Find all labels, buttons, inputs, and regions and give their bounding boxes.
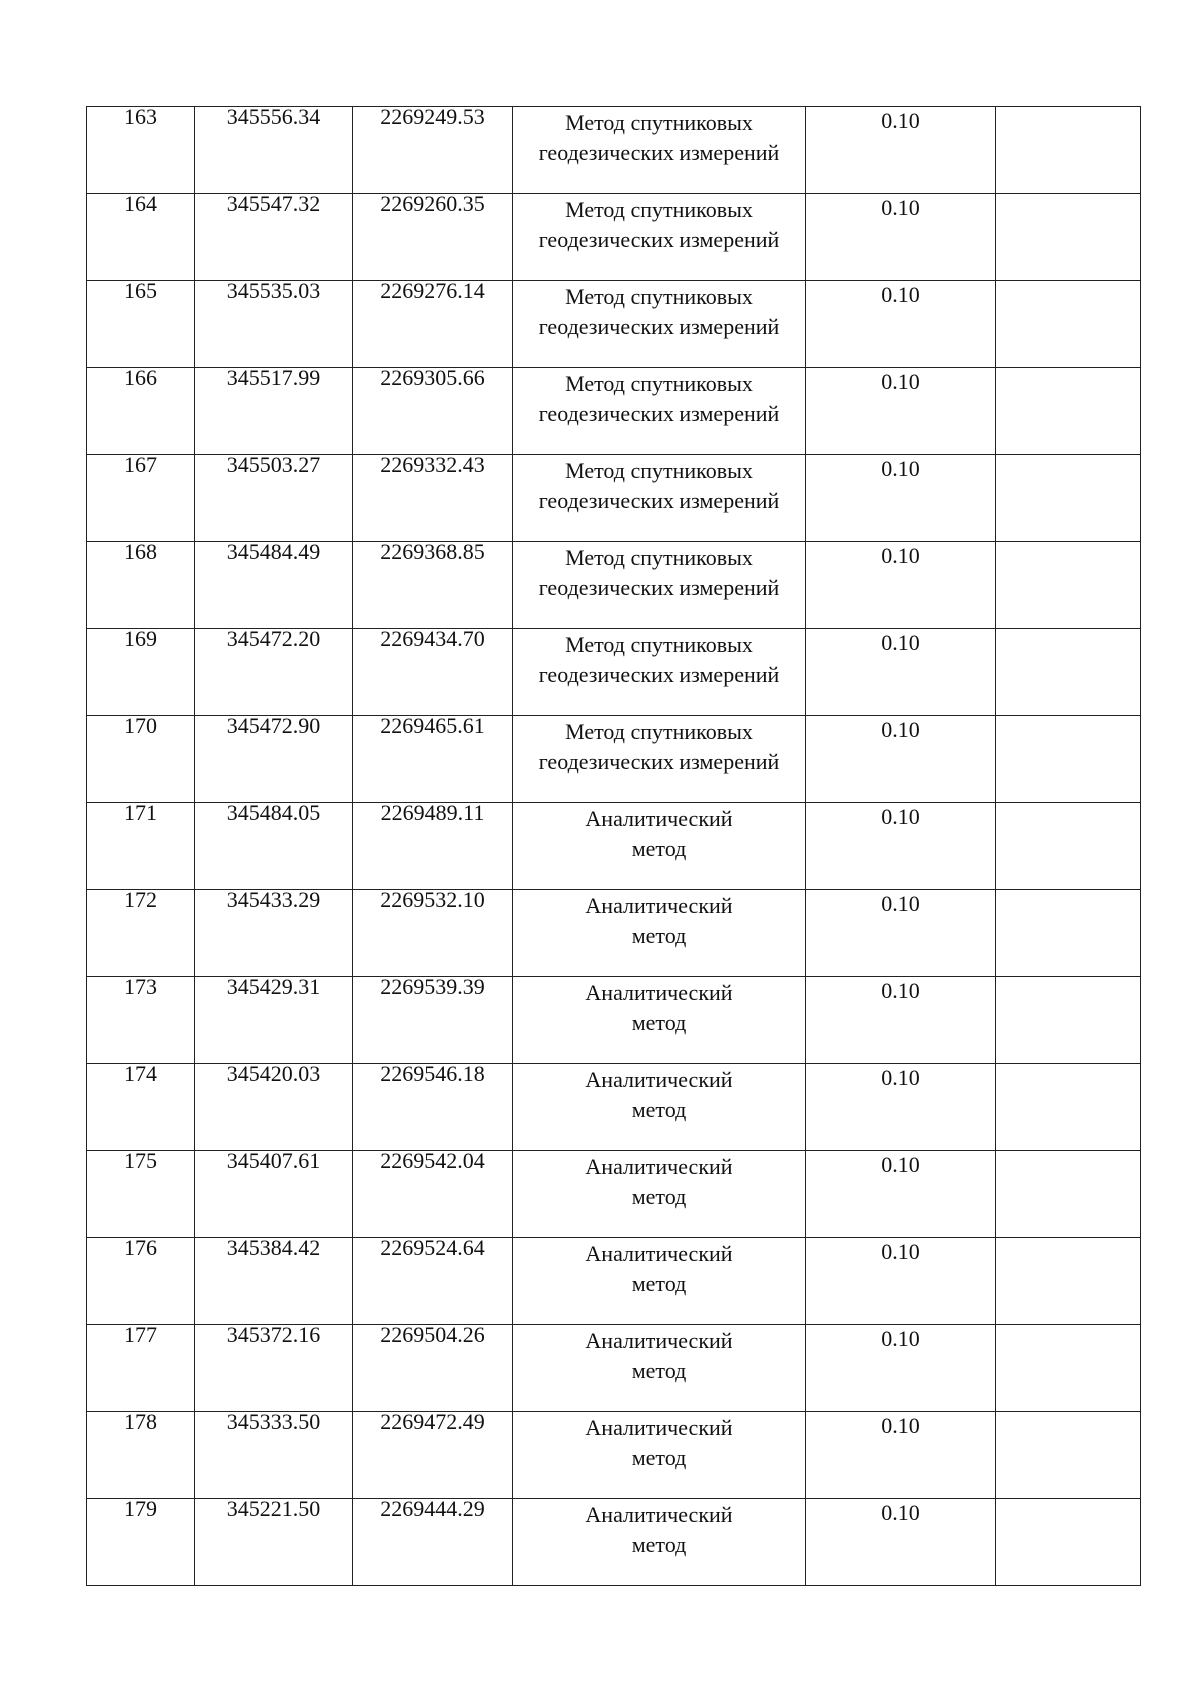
accuracy-cell <box>806 1238 996 1325</box>
accuracy-value: 0.10 <box>881 1239 920 1264</box>
method-cell <box>513 194 806 281</box>
point-number-cell <box>87 278 195 368</box>
point-number-cell <box>87 1148 195 1238</box>
method-cell <box>513 977 806 1064</box>
x-coordinate-cell <box>195 1235 353 1325</box>
method-line-2: метод <box>631 1010 687 1035</box>
y-coordinate-cell <box>353 278 513 368</box>
x-coordinate: 345484.49 <box>226 539 321 564</box>
table-row <box>87 977 1141 1064</box>
point-number-cell <box>87 800 195 890</box>
empty-cell <box>996 1325 1141 1412</box>
method-cell <box>513 629 806 716</box>
x-coordinate-cell <box>195 713 353 803</box>
method-cell <box>513 1499 806 1586</box>
method-cell <box>513 803 806 890</box>
method-line-1: Метод спутниковых <box>565 197 753 222</box>
point-number: 167 <box>124 452 157 477</box>
method-line-2: геодезических измерений <box>538 227 780 252</box>
x-coordinate-cell <box>195 539 353 629</box>
y-coordinate: 2269504.26 <box>380 1322 485 1347</box>
method-line-2: метод <box>631 1532 687 1557</box>
x-coordinate-cell <box>195 626 353 716</box>
method-line-1: Аналитический <box>585 1328 733 1353</box>
y-coordinate-cell <box>353 539 513 629</box>
method-line-1: Метод спутниковых <box>565 371 753 396</box>
x-coordinate: 345429.31 <box>226 974 321 999</box>
empty-cell <box>996 368 1141 455</box>
x-coordinate-cell <box>195 1148 353 1238</box>
table-row <box>87 890 1141 977</box>
x-coordinate: 345420.03 <box>226 1061 321 1086</box>
y-coordinate: 2269524.64 <box>380 1235 485 1260</box>
point-number: 175 <box>124 1148 157 1173</box>
x-coordinate: 345517.99 <box>226 365 321 390</box>
table-row <box>87 1499 1141 1586</box>
method-cell <box>513 1151 806 1238</box>
accuracy-cell <box>806 281 996 368</box>
y-coordinate: 2269542.04 <box>380 1148 485 1173</box>
accuracy-cell <box>806 194 996 281</box>
method-line-1: Аналитический <box>585 1241 733 1266</box>
y-coordinate: 2269276.14 <box>380 278 485 303</box>
x-coordinate-cell <box>195 887 353 977</box>
accuracy-value: 0.10 <box>881 1152 920 1177</box>
x-coordinate: 345407.61 <box>226 1148 321 1173</box>
empty-cell <box>996 455 1141 542</box>
empty-cell <box>996 977 1141 1064</box>
y-coordinate: 2269472.49 <box>380 1409 485 1434</box>
method-line-2: метод <box>631 923 687 948</box>
y-coordinate: 2269305.66 <box>380 365 485 390</box>
method-line-1: Метод спутниковых <box>565 632 753 657</box>
point-number: 176 <box>124 1235 157 1260</box>
accuracy-cell <box>806 977 996 1064</box>
empty-cell <box>996 1238 1141 1325</box>
method-line-2: геодезических измерений <box>538 314 780 339</box>
accuracy-value: 0.10 <box>881 804 920 829</box>
point-number: 171 <box>124 800 157 825</box>
accuracy-cell <box>806 1499 996 1586</box>
accuracy-cell <box>806 1412 996 1499</box>
empty-cell <box>996 542 1141 629</box>
point-number: 178 <box>124 1409 157 1434</box>
y-coordinate: 2269444.29 <box>380 1496 485 1521</box>
table-row <box>87 716 1141 803</box>
x-coordinate-cell <box>195 278 353 368</box>
x-coordinate: 345556.34 <box>226 104 321 129</box>
x-coordinate: 345484.05 <box>226 800 321 825</box>
x-coordinate: 345384.42 <box>226 1235 321 1260</box>
table-row <box>87 1064 1141 1151</box>
point-number: 177 <box>124 1322 157 1347</box>
table-row <box>87 1412 1141 1499</box>
accuracy-value: 0.10 <box>881 108 920 133</box>
x-coordinate: 345503.27 <box>226 452 321 477</box>
accuracy-cell <box>806 803 996 890</box>
table-body <box>87 104 1141 1586</box>
accuracy-cell <box>806 107 996 194</box>
method-line-2: метод <box>631 1271 687 1296</box>
point-number-cell <box>87 191 195 281</box>
coordinates-table <box>86 106 1141 1586</box>
y-coordinate-cell <box>353 1409 513 1499</box>
empty-cell <box>996 716 1141 803</box>
point-number-cell <box>87 713 195 803</box>
table-row <box>87 368 1141 455</box>
x-coordinate: 345535.03 <box>226 278 321 303</box>
point-number: 174 <box>124 1061 157 1086</box>
point-number: 168 <box>124 539 157 564</box>
accuracy-value: 0.10 <box>881 1413 920 1438</box>
y-coordinate-cell <box>353 1496 513 1586</box>
table-row <box>87 1325 1141 1412</box>
method-cell <box>513 1412 806 1499</box>
y-coordinate-cell <box>353 800 513 890</box>
point-number-cell <box>87 1496 195 1586</box>
accuracy-value: 0.10 <box>881 456 920 481</box>
empty-cell <box>996 281 1141 368</box>
point-number-cell <box>87 452 195 542</box>
point-number-cell <box>87 1322 195 1412</box>
method-line-2: геодезических измерений <box>538 488 780 513</box>
accuracy-cell <box>806 890 996 977</box>
method-line-2: метод <box>631 1445 687 1470</box>
method-line-2: геодезических измерений <box>538 140 780 165</box>
x-coordinate-cell <box>195 452 353 542</box>
x-coordinate-cell <box>195 365 353 455</box>
accuracy-value: 0.10 <box>881 717 920 742</box>
y-coordinate-cell <box>353 1148 513 1238</box>
empty-cell <box>996 1412 1141 1499</box>
method-line-2: геодезических измерений <box>538 749 780 774</box>
y-coordinate-cell <box>353 1322 513 1412</box>
y-coordinate-cell <box>353 191 513 281</box>
accuracy-cell <box>806 542 996 629</box>
empty-cell <box>996 107 1141 194</box>
accuracy-value: 0.10 <box>881 630 920 655</box>
y-coordinate: 2269368.85 <box>380 539 485 564</box>
method-cell <box>513 716 806 803</box>
empty-cell <box>996 1151 1141 1238</box>
x-coordinate: 345547.32 <box>226 191 321 216</box>
table-row <box>87 803 1141 890</box>
point-number-cell <box>87 626 195 716</box>
point-number-cell <box>87 887 195 977</box>
y-coordinate: 2269249.53 <box>380 104 485 129</box>
y-coordinate-cell <box>353 1235 513 1325</box>
method-line-1: Аналитический <box>585 1502 733 1527</box>
x-coordinate-cell <box>195 1496 353 1586</box>
method-line-1: Метод спутниковых <box>565 284 753 309</box>
y-coordinate: 2269532.10 <box>380 887 485 912</box>
table-row <box>87 455 1141 542</box>
accuracy-value: 0.10 <box>881 195 920 220</box>
x-coordinate: 345472.20 <box>226 626 321 651</box>
accuracy-value: 0.10 <box>881 369 920 394</box>
y-coordinate: 2269539.39 <box>380 974 485 999</box>
method-line-2: метод <box>631 836 687 861</box>
y-coordinate-cell <box>353 974 513 1064</box>
y-coordinate-cell <box>353 713 513 803</box>
point-number: 170 <box>124 713 157 738</box>
method-line-1: Метод спутниковых <box>565 110 753 135</box>
method-line-2: геодезических измерений <box>538 401 780 426</box>
y-coordinate-cell <box>353 1061 513 1151</box>
accuracy-cell <box>806 1151 996 1238</box>
empty-cell <box>996 1499 1141 1586</box>
method-line-1: Метод спутниковых <box>565 545 753 570</box>
y-coordinate-cell <box>353 887 513 977</box>
point-number-cell <box>87 365 195 455</box>
method-line-1: Аналитический <box>585 980 733 1005</box>
y-coordinate: 2269260.35 <box>380 191 485 216</box>
method-line-2: геодезических измерений <box>538 662 780 687</box>
method-line-2: геодезических измерений <box>538 575 780 600</box>
y-coordinate: 2269489.11 <box>380 800 485 825</box>
empty-cell <box>996 803 1141 890</box>
empty-cell <box>996 890 1141 977</box>
x-coordinate-cell <box>195 191 353 281</box>
point-number: 179 <box>124 1496 157 1521</box>
y-coordinate-cell <box>353 104 513 194</box>
point-number-cell <box>87 1061 195 1151</box>
method-cell <box>513 1325 806 1412</box>
y-coordinate: 2269434.70 <box>380 626 485 651</box>
accuracy-value: 0.10 <box>881 1065 920 1090</box>
method-cell <box>513 542 806 629</box>
x-coordinate: 345333.50 <box>226 1409 321 1434</box>
point-number-cell <box>87 539 195 629</box>
table-row <box>87 1238 1141 1325</box>
x-coordinate-cell <box>195 974 353 1064</box>
method-line-2: метод <box>631 1358 687 1383</box>
point-number-cell <box>87 974 195 1064</box>
accuracy-value: 0.10 <box>881 543 920 568</box>
y-coordinate-cell <box>353 452 513 542</box>
point-number: 169 <box>124 626 157 651</box>
accuracy-cell <box>806 455 996 542</box>
accuracy-cell <box>806 629 996 716</box>
method-cell <box>513 281 806 368</box>
method-line-1: Аналитический <box>585 806 733 831</box>
empty-cell <box>996 1064 1141 1151</box>
y-coordinate: 2269332.43 <box>380 452 485 477</box>
point-number: 164 <box>124 191 157 216</box>
method-line-1: Аналитический <box>585 1415 733 1440</box>
point-number: 166 <box>124 365 157 390</box>
table-row <box>87 107 1141 194</box>
x-coordinate-cell <box>195 1061 353 1151</box>
empty-cell <box>996 629 1141 716</box>
accuracy-value: 0.10 <box>881 1500 920 1525</box>
table-row <box>87 629 1141 716</box>
x-coordinate: 345433.29 <box>226 887 321 912</box>
point-number-cell <box>87 1235 195 1325</box>
method-line-1: Аналитический <box>585 1154 733 1179</box>
table-row <box>87 194 1141 281</box>
table-row <box>87 281 1141 368</box>
point-number-cell <box>87 104 195 194</box>
table-row <box>87 1151 1141 1238</box>
accuracy-cell <box>806 368 996 455</box>
x-coordinate: 345372.16 <box>226 1322 321 1347</box>
accuracy-value: 0.10 <box>881 282 920 307</box>
method-line-1: Аналитический <box>585 1067 733 1092</box>
x-coordinate-cell <box>195 104 353 194</box>
y-coordinate-cell <box>353 626 513 716</box>
x-coordinate: 345221.50 <box>226 1496 321 1521</box>
empty-cell <box>996 194 1141 281</box>
point-number: 172 <box>124 887 157 912</box>
x-coordinate-cell <box>195 800 353 890</box>
y-coordinate: 2269465.61 <box>380 713 485 738</box>
point-number: 173 <box>124 974 157 999</box>
x-coordinate: 345472.90 <box>226 713 321 738</box>
accuracy-value: 0.10 <box>881 978 920 1003</box>
method-line-1: Аналитический <box>585 893 733 918</box>
method-line-2: метод <box>631 1097 687 1122</box>
method-line-1: Метод спутниковых <box>565 719 753 744</box>
point-number: 165 <box>124 278 157 303</box>
accuracy-value: 0.10 <box>881 1326 920 1351</box>
x-coordinate-cell <box>195 1322 353 1412</box>
accuracy-cell <box>806 1325 996 1412</box>
method-cell <box>513 1238 806 1325</box>
method-cell <box>513 1064 806 1151</box>
y-coordinate-cell <box>353 365 513 455</box>
method-cell <box>513 455 806 542</box>
accuracy-cell <box>806 716 996 803</box>
method-cell <box>513 368 806 455</box>
x-coordinate-cell <box>195 1409 353 1499</box>
table-row <box>87 542 1141 629</box>
accuracy-value: 0.10 <box>881 891 920 916</box>
accuracy-cell <box>806 1064 996 1151</box>
method-cell <box>513 107 806 194</box>
method-cell <box>513 890 806 977</box>
y-coordinate: 2269546.18 <box>380 1061 485 1086</box>
method-line-2: метод <box>631 1184 687 1209</box>
point-number-cell <box>87 1409 195 1499</box>
point-number: 163 <box>124 104 157 129</box>
method-line-1: Метод спутниковых <box>565 458 753 483</box>
